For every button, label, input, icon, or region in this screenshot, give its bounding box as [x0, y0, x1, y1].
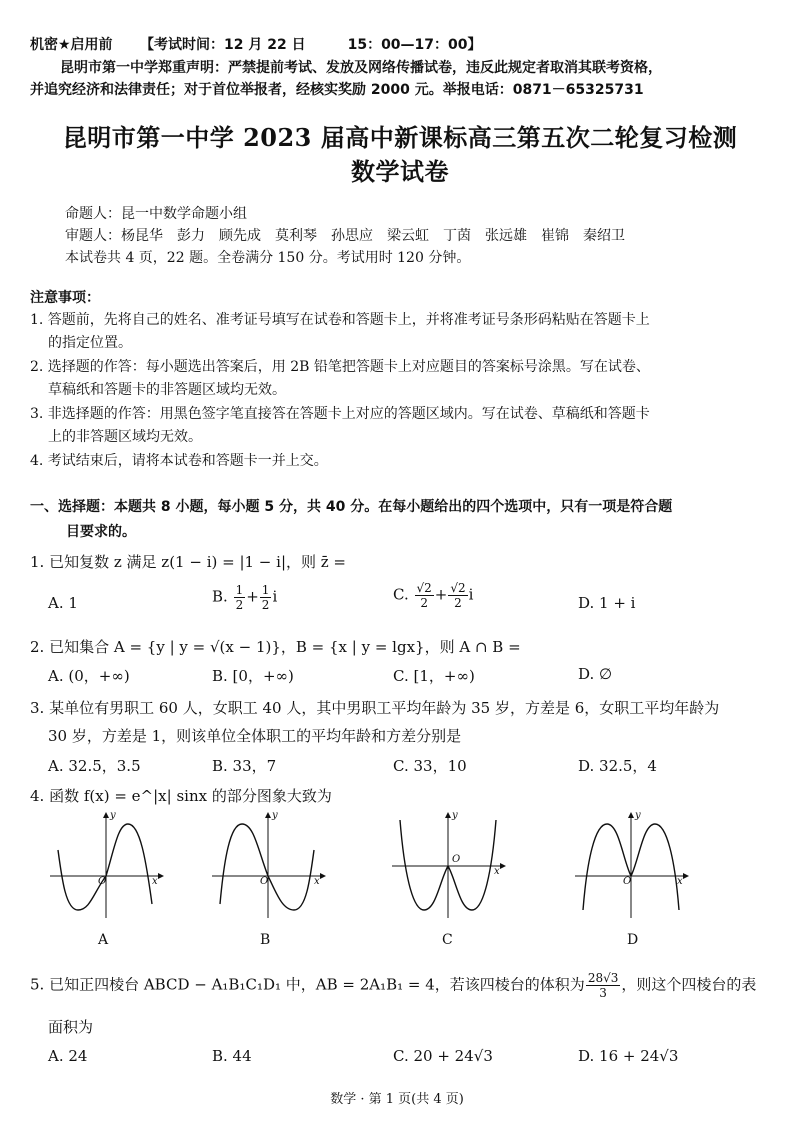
q4-graph-d-svg	[573, 810, 691, 920]
q5-volume-numerator: 28√3	[587, 971, 619, 985]
q3-option-b: B. 33，7	[212, 757, 277, 775]
note-1b: 的指定位置。	[48, 335, 132, 351]
secret-label: 机密★启用前	[30, 37, 113, 53]
q5-stem-1	[30, 972, 756, 999]
note-2a: 2. 选择题的作答：每小题选出答案后，用 2B 铅笔把答题卡上对应题目的答案标号涂黑。写在试卷、	[30, 359, 650, 375]
q4-graph-c-svg	[390, 810, 508, 920]
q1-option-c: C. $\frac{√2}{2}$ + $\frac{√2}{2}$ i	[393, 581, 474, 610]
q4-graph-a-svg	[48, 810, 166, 920]
q4-graph-a-y-label: y	[110, 810, 116, 821]
q5-option-c: C. 20 + 24√3	[393, 1047, 493, 1065]
q2-option-a: A. (0，+∞)	[48, 667, 130, 685]
q3-stem-1: 3. 某单位有男职工 60 人，女职工 40 人，其中男职工平均年龄为 35 岁，方差是 6，女职工平均年龄为	[30, 699, 720, 717]
note-2b: 草稿纸和答题卡的非答题区域均无效。	[48, 382, 286, 398]
author-line: 命题人：昆一中数学命题小组	[65, 206, 247, 222]
q4-stem: 4. 函数 f(x) = e^|x| sinx 的部分图象大致为	[30, 787, 332, 805]
reviewers-line: 审题人：杨昆华 彭力 顾先成 莫利琴 孙思应 梁云虹 丁茵 张远雄 崔锦 秦绍卫	[65, 228, 625, 244]
q4-graph-c-x-label: x	[494, 866, 500, 877]
q5-volume-denominator: 3	[599, 986, 607, 1000]
q5-option-b: B. 44	[212, 1047, 252, 1065]
q4-graph-a-curve	[58, 824, 152, 910]
q2-stem: 2. 已知集合 A = {y | y = √(x − 1)}，B = {x | y = lgx}，则 A ∩ B =	[30, 638, 521, 656]
q1-option-b: B. $\frac{1}{2}$ + $\frac{1}{2}$ i	[212, 583, 278, 612]
q4-graph-a-label: A	[98, 932, 109, 948]
page-subtitle: 数学试卷	[351, 157, 449, 186]
q4-graph-c-origin: O	[452, 854, 461, 865]
q4-graph-b-curve	[220, 824, 314, 910]
q5-stem-part-a: 5. 已知正四棱台 ABCD − A₁B₁C₁D₁ 中，AB = 2A₁B₁ = 4，若该四棱台的体积为	[30, 975, 585, 994]
q2-option-d: D. ∅	[578, 665, 613, 683]
q4-graph-a-origin: O	[98, 876, 107, 887]
q2-option-b: B. [0，+∞)	[212, 667, 294, 685]
note-3b: 上的非答题区域均无效。	[48, 429, 202, 445]
q1-option-d: D. 1 + i	[578, 594, 636, 612]
q4-graph-d-x-label: x	[677, 876, 683, 887]
section-1-heading-cont: 目要求的。	[66, 524, 136, 540]
notes-heading: 注意事项：	[30, 290, 100, 306]
q4-graph-b-label: B	[260, 932, 271, 948]
page-title: 昆明市第一中学 2023 届高中新课标高三第五次二轮复习检测	[62, 123, 738, 152]
q4-graph-d-label: D	[627, 932, 639, 948]
q4-graph-d-y-label: y	[635, 810, 641, 821]
page-footer: 数学 · 第 1 页(共 4 页)	[330, 1092, 464, 1107]
statement-line-1: 昆明市第一中学郑重声明：严禁提前考试、发放及网络传播试卷，违反此规定者取消其联考资格，	[60, 60, 662, 76]
q4-graph-a	[48, 810, 166, 950]
q4-graph-b-origin: O	[260, 876, 269, 887]
q5-stem-2: 面积为	[48, 1018, 94, 1036]
q3-option-a: A. 32.5，3.5	[48, 757, 141, 775]
q3-stem-2: 30 岁，方差是 1，则该单位全体职工的平均年龄和方差分别是	[48, 727, 462, 745]
q5-option-a: A. 24	[48, 1047, 88, 1065]
q4-graph-c-y-label: y	[452, 810, 458, 821]
q4-graph-b	[210, 810, 328, 950]
q4-graph-d	[573, 810, 691, 950]
q2-option-c: C. [1，+∞)	[393, 667, 475, 685]
q4-graph-c	[390, 810, 508, 950]
q4-graph-d-origin: O	[623, 876, 632, 887]
q5-option-d: D. 16 + 24√3	[578, 1047, 679, 1065]
q1-stem: 1. 已知复数 z 满足 z(1 − i) = |1 − i|，则 z̄ =	[30, 553, 347, 571]
q3-option-d: D. 32.5，4	[578, 757, 657, 775]
q3-option-c: C. 33，10	[393, 757, 467, 775]
note-1a: 1. 答题前，先将自己的姓名、准考证号填写在试卷和答题卡上，并将准考证号条形码粘贴在答题卡上	[30, 312, 650, 328]
q5-stem-part-b: ，则这个四棱台的表	[621, 975, 757, 994]
q4-graph-b-svg	[210, 810, 328, 920]
exam-description: 本试卷共 4 页，22 题。全卷满分 150 分。考试用时 120 分钟。	[65, 250, 471, 266]
note-4: 4. 考试结束后，请将本试卷和答题卡一并上交。	[30, 453, 328, 469]
exam-time: 【考试时间：12 月 22 日 15：00—17：00】	[140, 37, 482, 53]
q4-graph-c-label: C	[442, 932, 453, 948]
note-3a: 3. 非选择题的作答：用黑色签字笔直接答在答题卡上对应的答题区域内。写在试卷、草稿纸和答题卡	[30, 406, 650, 422]
q4-graph-b-x-label: x	[314, 876, 320, 887]
q4-graph-b-y-label: y	[272, 810, 278, 821]
section-1-heading: 一、选择题：本题共 8 小题，每小题 5 分，共 40 分。在每小题给出的四个选项中，只有一项是符合题	[30, 499, 673, 515]
statement-line-2: 并追究经济和法律责任；对于首位举报者，经核实奖励 2000 元。举报电话：0871－65325731	[30, 82, 644, 98]
q4-graph-a-x-label: x	[152, 876, 158, 887]
q1-option-a: A. 1	[48, 594, 78, 612]
